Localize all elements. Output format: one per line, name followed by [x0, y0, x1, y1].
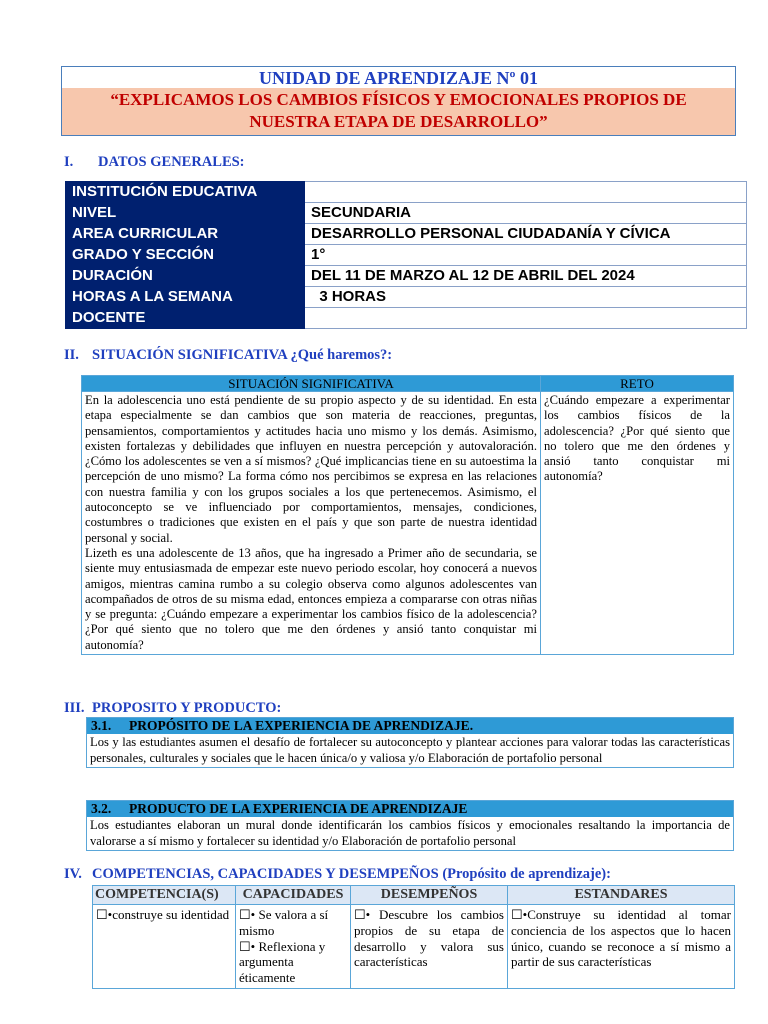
- situacion-paragraph: En la adolescencia uno está pendiente de su propio aspecto y de su identidad. En esta etapa especialmente se dan cambios que son materia de reacciones, preguntas, pensamientos, comportamientos y actitudes hacia uno mismo y los demás. Asimismo, existen fortalezas y debilidades que influyen en nuestra percepción y autovaloración. ¿Cómo los adolescentes se ven a sí mismos? ¿Qué implicancias tiene en su autoestima la percepción de uno mismo? La forma cómo nos percibimos se expresa en las relaciones con nuestra familia y con los grupos sociales a los que pertenecemos. Asimismo, el autoconcepto se ve influenciado por comportamientos, mensajes, condiciones, costumbres o tradiciones que existen en el país y que son parte de nuestra identidad personal y social.: [85, 393, 537, 545]
- datos-label: NIVEL: [66, 203, 305, 224]
- datos-row: [66, 224, 747, 245]
- section-datos-heading: [64, 154, 245, 171]
- checkbox-placeholder-icon: ☐: [511, 907, 523, 922]
- producto-number: 3.2.: [91, 801, 112, 816]
- proposito-header: [87, 718, 733, 734]
- col-header-reto: RETO: [541, 376, 734, 392]
- datos-label: HORAS A LA SEMANA: [66, 287, 305, 308]
- capacidad-text: • Reflexiona y argumenta éticamente: [239, 938, 326, 986]
- datos-row: [66, 287, 747, 308]
- producto-header: [87, 801, 733, 817]
- datos-label: AREA CURRICULAR: [66, 224, 305, 245]
- section-title: COMPETENCIAS, CAPACIDADES Y DESEMPEÑOS (Propósito de aprendizaje):: [92, 866, 611, 882]
- unit-title: UNIDAD DE APRENDIZAJE Nº 01: [62, 67, 735, 88]
- competencias-table: [92, 885, 735, 989]
- section-number: IV.: [64, 866, 82, 882]
- datos-value: 1°: [305, 245, 747, 266]
- unit-subtitle: [62, 88, 735, 135]
- competencia-text: •construye su identidad: [107, 907, 230, 922]
- datos-row: [66, 182, 747, 203]
- datos-table: [65, 181, 747, 329]
- datos-value: [305, 308, 747, 329]
- situacion-text: [82, 392, 541, 655]
- checkbox-placeholder-icon: ☐: [354, 907, 366, 922]
- col-header-estandares: ESTANDARES: [508, 886, 735, 905]
- situacion-table: [81, 375, 734, 655]
- checkbox-placeholder-icon: ☐: [239, 938, 251, 954]
- datos-value: [305, 182, 747, 203]
- proposito-text: Los y las estudiantes asumen el desafío de fortalecer su autoconcepto y plantear acciones para valorar todas las características personales, culturales y sociales que le hacen única/o y valiosa y/o Elaboración de portafolio personal: [90, 735, 730, 765]
- section-number: III.: [64, 700, 85, 716]
- datos-label: GRADO Y SECCIÓN: [66, 245, 305, 266]
- datos-row: [66, 308, 747, 329]
- section-title: PROPOSITO Y PRODUCTO:: [92, 700, 282, 716]
- datos-label: INSTITUCIÓN EDUCATIVA: [66, 182, 305, 203]
- checkbox-placeholder-icon: ☐: [239, 907, 251, 922]
- checkbox-placeholder-icon: ☐: [96, 907, 108, 922]
- proposito-title: PROPÓSITO DE LA EXPERIENCIA DE APRENDIZAJE.: [129, 718, 474, 733]
- estandar-text: •Construye su identidad al tomar conciencia de los aspectos que lo hacen único, cuando se reconoce a sí mismo a partir de sus características: [511, 907, 731, 970]
- proposito-number: 3.1.: [91, 718, 112, 733]
- datos-label: DOCENTE: [66, 308, 305, 329]
- datos-value: SECUNDARIA: [305, 203, 747, 224]
- desempeno-text: • Descubre los cambios propios de su etapa de desarrollo y valora sus características: [354, 907, 504, 970]
- estandar-cell: [508, 905, 735, 989]
- datos-value: 3 HORAS: [305, 287, 747, 308]
- section-title: DATOS GENERALES:: [98, 154, 245, 170]
- col-header-capacidades: CAPACIDADES: [236, 886, 351, 905]
- reto-text: ¿Cuándo empezare a experimentar los cambios físicos de la adolescencia? ¿Por qué siento que no tolero que me den órdenes y ansió tanto conquistar mi autonomía?: [541, 392, 734, 655]
- section-number: I.: [64, 154, 74, 170]
- datos-row: [66, 266, 747, 287]
- situacion-paragraph: Lizeth es una adolescente de 13 años, que ha ingresado a Primer año de secundaria, se siente muy entusiasmada de empezar este nuevo periodo escolar, hoy conocerá a nuevos amigos, mientras camina rumbo a su colegio observa como algunos adolescentes van acompañados de otros de su misma edad, entonces empieza a compararse con otras niñas y se pregunta: ¿Cuándo empezare a experimentar los cambios físico de la adolescencia? ¿Por qué siento que no tolero que me den órdenes y ansió tanto conquistar mi autonomía?: [85, 545, 537, 652]
- unit-title-box: [61, 66, 736, 136]
- capacidades-cell: [236, 905, 351, 989]
- section-proposito-heading: [64, 700, 281, 717]
- producto-text: Los estudiantes elaboran un mural donde identificarán los cambios físicos y emocionales resaltando la importancia de valorarse a sí mismo y fortalecer su identidad y/o Elaboración de portafolio personal: [90, 818, 730, 848]
- unit-subtitle-line2: NUESTRA ETAPA DE DESARROLLO”: [249, 112, 548, 131]
- datos-row: [66, 245, 747, 266]
- datos-label: DURACIÓN: [66, 266, 305, 287]
- section-title: SITUACIÓN SIGNIFICATIVA ¿Qué haremos?:: [92, 347, 393, 363]
- producto-box: [86, 800, 734, 851]
- section-number: II.: [64, 347, 79, 363]
- section-situacion-heading: [64, 347, 392, 364]
- desempeno-cell: [351, 905, 508, 989]
- section-competencias-heading: [64, 866, 611, 883]
- producto-title: PRODUCTO DE LA EXPERIENCIA DE APRENDIZAJE: [129, 801, 468, 816]
- datos-value: DESARROLLO PERSONAL CIUDADANÍA Y CÍVICA: [305, 224, 747, 245]
- datos-row: [66, 203, 747, 224]
- col-header-situacion: SITUACIÓN SIGNIFICATIVA: [82, 376, 541, 392]
- capacidad-text: • Se valora a sí mismo: [239, 907, 329, 938]
- datos-value: DEL 11 DE MARZO AL 12 DE ABRIL DEL 2024: [305, 266, 747, 287]
- proposito-box: [86, 717, 734, 768]
- unit-subtitle-line1: “EXPLICAMOS LOS CAMBIOS FÍSICOS Y EMOCIONALES PROPIOS DE: [110, 90, 687, 109]
- col-header-competencia: COMPETENCIA(S): [93, 886, 236, 905]
- col-header-desempenos: DESEMPEÑOS: [351, 886, 508, 905]
- competencia-cell: [93, 905, 236, 989]
